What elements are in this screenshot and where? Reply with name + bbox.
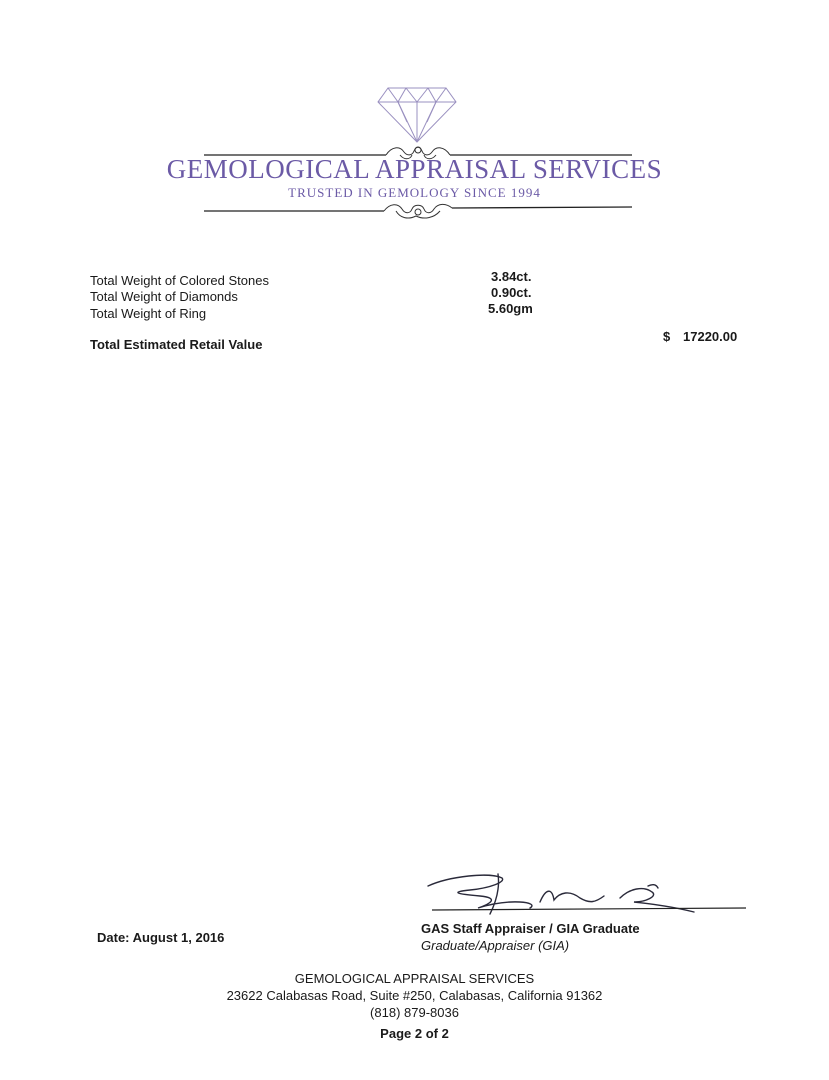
retail-value-label: Total Estimated Retail Value bbox=[90, 337, 263, 352]
weight-value-colored-stones: 3.84ct. bbox=[491, 269, 532, 284]
footer-company: GEMOLOGICAL APPRAISAL SERVICES bbox=[294, 971, 535, 986]
company-name: GEMOLOGICAL APPRAISAL SERVICES bbox=[166, 154, 663, 184]
footer-phone: (818) 879-8036 bbox=[370, 1005, 459, 1020]
appraiser-subtitle: Graduate/Appraiser (GIA) bbox=[421, 938, 570, 953]
weight-label-colored-stones: Total Weight of Colored Stones bbox=[90, 273, 269, 288]
footer-address: 23622 Calabasas Road, Suite #250, Calabasas, California 91362 bbox=[226, 988, 603, 1003]
weight-label-diamonds: Total Weight of Diamonds bbox=[90, 289, 238, 304]
appraiser-title: GAS Staff Appraiser / GIA Graduate bbox=[421, 921, 640, 936]
weight-value-ring: 5.60gm bbox=[488, 301, 533, 316]
diamond-icon bbox=[376, 86, 458, 144]
retail-amount: 17220.00 bbox=[683, 329, 738, 344]
page-number: Page 2 of 2 bbox=[380, 1026, 449, 1041]
retail-currency: $ bbox=[663, 329, 671, 344]
weight-value-diamonds: 0.90ct. bbox=[491, 285, 532, 300]
signature bbox=[420, 868, 750, 920]
ornament-divider-bottom bbox=[204, 200, 632, 224]
weight-label-ring: Total Weight of Ring bbox=[90, 306, 207, 321]
document-date: Date: August 1, 2016 bbox=[97, 930, 225, 945]
company-tagline: TRUSTED IN GEMOLOGY SINCE 1994 bbox=[288, 185, 541, 200]
